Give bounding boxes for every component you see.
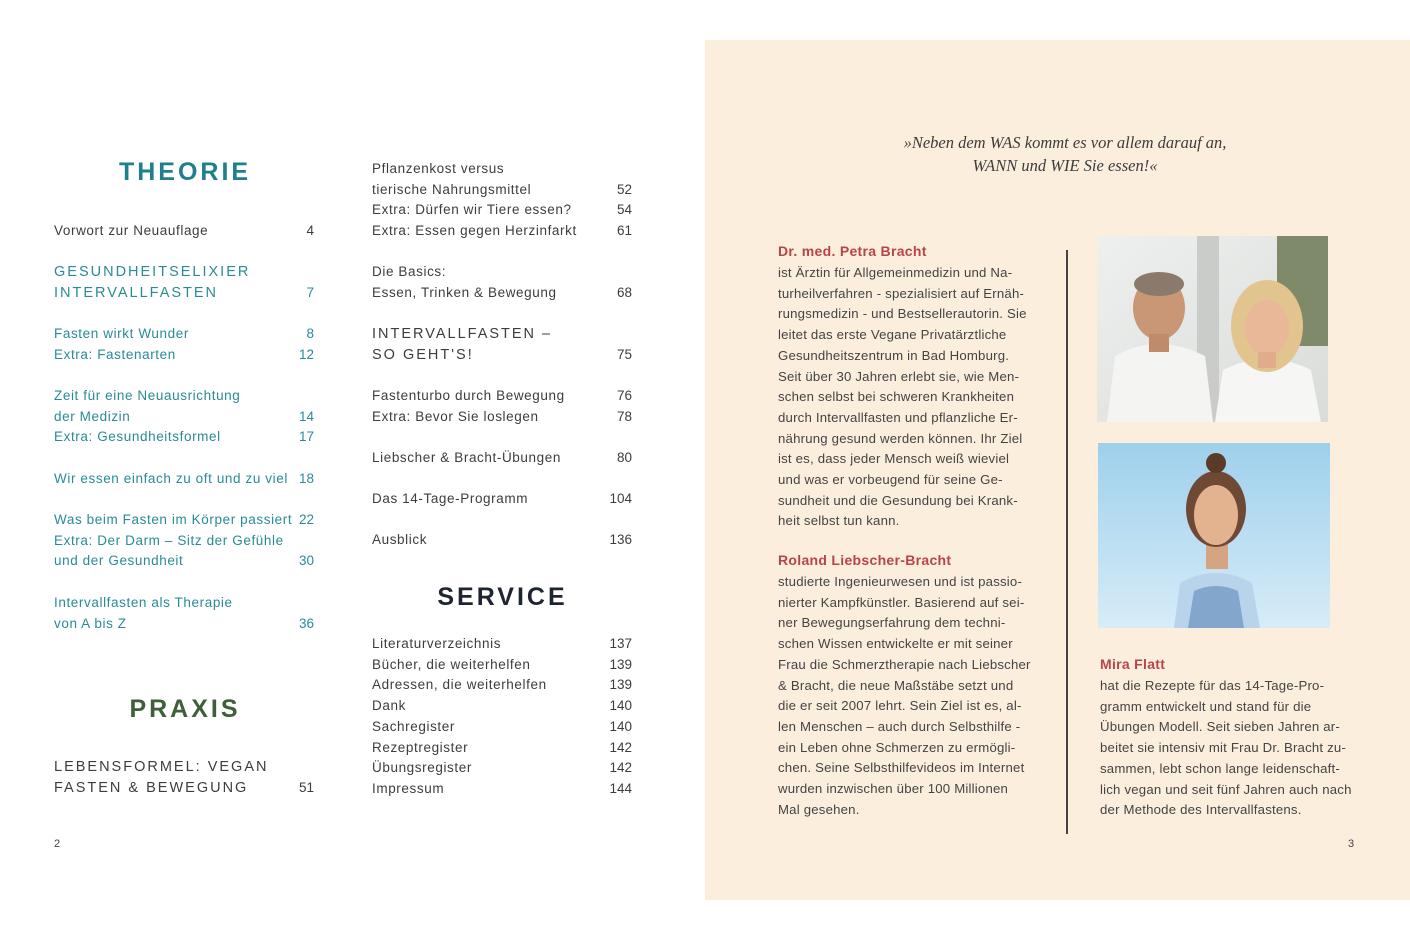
- bio-name-petra: Dr. med. Petra Bracht: [778, 243, 927, 259]
- toc-entry-text: Extra: Gesundheitsformel: [54, 429, 221, 445]
- service-entry-text: Rezeptregister: [372, 739, 469, 755]
- service-page-number: 140: [609, 718, 632, 734]
- toc-page-number: 22: [298, 512, 314, 527]
- pull-quote: »Neben dem WAS kommt es vor allem darauf an, WANN und WIE Sie essen!«: [903, 133, 1227, 175]
- bio-name-roland: Roland Liebscher-Bracht: [778, 552, 952, 568]
- service-entry-text: Dank: [372, 698, 406, 714]
- toc-entry-text: Extra: Fastenarten: [54, 346, 176, 362]
- toc-entry-text: Intervallfasten als Therapie: [54, 595, 233, 610]
- toc-entry-text: Extra: Der Darm – Sitz der Gefühle: [54, 532, 284, 548]
- service-entry-text: Impressum: [372, 780, 445, 796]
- service-heading: SERVICE: [437, 583, 568, 611]
- toc-page-number: 30: [298, 553, 314, 569]
- toc-page-number: 12: [298, 346, 314, 362]
- toc-page-number: 36: [298, 615, 314, 631]
- toc-page-number: 17: [298, 429, 314, 445]
- toc-page-number: 104: [609, 491, 632, 506]
- toc-page-number: 54: [616, 202, 632, 218]
- service-page-number: 137: [609, 636, 632, 651]
- theorie-heading: THEORIE: [118, 158, 252, 186]
- toc-entry-text: SO GEHT'S!: [372, 346, 474, 363]
- toc-entry-text: von A bis Z: [54, 615, 127, 631]
- toc-entry-text: Extra: Bevor Sie loslegen: [372, 408, 539, 424]
- toc-page-number: 7: [306, 284, 314, 300]
- praxis-heading: PRAXIS: [129, 695, 241, 723]
- toc-entry-text: INTERVALLFASTEN –: [372, 326, 553, 342]
- toc-entry-text: Extra: Dürfen wir Tiere essen?: [372, 202, 572, 218]
- service-page-number: 142: [609, 739, 632, 755]
- toc-entry-text: Wir essen einfach zu oft und zu viel: [54, 471, 288, 486]
- toc-entry-text: der Medizin: [54, 408, 131, 424]
- vertical-divider: [1066, 250, 1068, 834]
- toc-entry-text: Was beim Fasten im Körper passiert: [54, 512, 293, 527]
- toc-entry-text: Ausblick: [372, 532, 428, 547]
- bio-text-mira: hat die Rezepte für das 14-Tage-Pro- gramm entwickelt und stand für die Übungen Modell. Seit sieben Jahren ar- beitet sie intensiv mit Frau Dr. Bracht zu- sammen, lebt schon lange leidenschaft- lich vegan und seit fünf Jahren auch nach der Methode des Intervallfastens.: [1100, 678, 1352, 818]
- toc-entry-text: Extra: Essen gegen Herzinfarkt: [372, 223, 577, 239]
- toc-page-number: 18: [298, 471, 314, 486]
- toc-page-number: 61: [616, 223, 632, 239]
- toc-entry-text: LEBENSFORMEL: VEGAN: [54, 759, 269, 775]
- toc-page-number: 76: [616, 388, 632, 403]
- toc-page-number: 52: [616, 181, 632, 197]
- toc-entry-text: Fastenturbo durch Bewegung: [372, 388, 565, 403]
- service-page-number: 140: [609, 698, 632, 714]
- bio-name-mira: Mira Flatt: [1100, 656, 1166, 672]
- page-number-right: 3: [1348, 838, 1355, 850]
- toc-page-number: 78: [616, 408, 632, 424]
- toc-page-number: 8: [306, 326, 314, 341]
- toc-page-number: 136: [609, 532, 632, 547]
- toc-page-number: 4: [306, 223, 314, 238]
- service-entry-text: Übungsregister: [372, 760, 472, 776]
- toc-entry-text: Fasten wirkt Wunder: [54, 326, 189, 341]
- toc-entry-text: Essen, Trinken & Bewegung: [372, 284, 557, 300]
- service-entry-text: Adressen, die weiterhelfen: [372, 677, 547, 693]
- toc-entry-text: Vorwort zur Neuauflage: [54, 223, 209, 238]
- bio-text-petra: ist Ärztin für Allgemeinmedizin und Na- turheilverfahren - spezialisiert auf Ernäh- rungsmedizin - und Bestsellerautorin. Sie leitet das erste Vegane Privatärztliche Gesundheitszentrum in Bad Homburg. Seit über 30 Jahren erlebt sie, wie Men- schen selbst bei schweren Krankheiten durch Intervallfasten und pflanzliche Er- nährung gesund werden können. Ihr Ziel ist es, dass jeder Mensch weiß wieviel und was er vorbeugend für seine Ge- sundheit und die Gesundung bei Krank- heit selbst tun kann.: [778, 265, 1027, 529]
- toc-page-number: 75: [616, 346, 632, 362]
- toc-entry-text: Zeit für eine Neuausrichtung: [54, 388, 241, 403]
- service-entry-text: Sachregister: [372, 718, 455, 734]
- toc-entry-text: FASTEN & BEWEGUNG: [54, 779, 249, 796]
- service-page-number: 142: [609, 760, 632, 776]
- toc-entry-text: Das 14-Tage-Programm: [372, 491, 529, 506]
- toc-entry-text: Die Basics:: [372, 264, 447, 279]
- toc-entry-text: und der Gesundheit: [54, 553, 184, 569]
- service-page-number: 144: [609, 780, 632, 796]
- service-page-number: 139: [609, 656, 632, 672]
- toc-page-number: 14: [298, 408, 314, 424]
- service-entry-text: Bücher, die weiterhelfen: [372, 656, 531, 672]
- couple-photo-image: [1097, 236, 1328, 422]
- page-number-left: 2: [54, 838, 61, 850]
- toc-page-number: 51: [298, 779, 314, 795]
- toc-page-number: 68: [616, 284, 632, 300]
- toc-entry-text: INTERVALLFASTEN: [54, 284, 219, 301]
- mira-photo: [1098, 443, 1330, 628]
- toc-entry-text: Liebscher & Bracht-Übungen: [372, 450, 561, 465]
- service-entry-text: Literaturverzeichnis: [372, 636, 502, 651]
- toc-entry-text: Pflanzenkost versus: [372, 161, 505, 176]
- authors-photo: [1097, 236, 1328, 422]
- toc-entry-text: GESUNDHEITSELIXIER: [54, 264, 251, 280]
- toc-page-number: 80: [616, 450, 632, 465]
- service-page-number: 139: [609, 677, 632, 693]
- toc-entry-text: tierische Nahrungsmittel: [372, 181, 532, 197]
- bio-text-roland: studierte Ingenieurwesen und ist passio- nierter Kampfkünstler. Basierend auf sei- ner Bewegungserfahrung dem techni- schen Wissen entwickelte er mit seiner Frau die Schmerztherapie nach Liebscher & Bracht, die neue Maßstäbe setzt und die er seit 2007 lehrt. Sein Ziel ist es, al- len Menschen – auch durch Selbsthilfe - ein Leben ohne Schmerzen zu ermögli- chen. Seine Selbsthilfevideos im Internet wurden inzwischen über 100 Millionen Mal gesehen.: [778, 574, 1031, 817]
- woman-portrait-image: [1098, 443, 1330, 628]
